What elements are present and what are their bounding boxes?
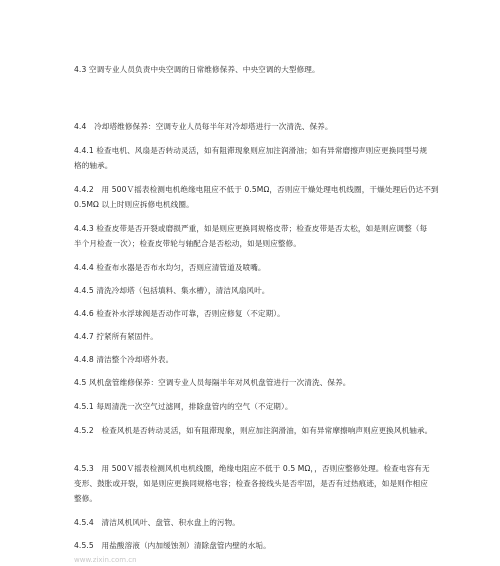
item-4-4-1-cont: 格的轴承。	[74, 161, 113, 170]
item-4-4-3-cont: 半个月检查一次）；检查皮带轮与轴配合是否松动，如是则应整修。	[74, 239, 302, 248]
item-4-4-4: 4.4.4 检查布水器是否布水均匀，否则应清管道及喷嘴。	[74, 263, 266, 272]
item-4-4-1: 4.4.1 检查电机、风扇是否转动灵活，如有阻滞现象则应加注润滑油；如有异常磨擦声则应更换同型号规	[74, 146, 428, 155]
section-4-5-heading: 4.5 风机盘管维修保养：空调专业人员每隔半年对风机盘管进行一次清洗、保养。	[74, 378, 351, 387]
item-4-5-4: 4.5.4 清洁风机风叶、盘管、积水盘上的污物。	[74, 518, 241, 527]
watermark-text: www.zixin.com.cn	[74, 556, 137, 564]
item-4-5-2: 4.5.2 检查风机是否转动灵活，如有阻滞现象，则应加注润滑油，如有异常摩擦响声则应更换风机轴承。	[74, 426, 433, 435]
item-4-5-3-cont: 变形、鼓胀或开裂，如是则应更换同规格电容；检查各接线头是否牢固，是否有过热痕迹，如是则作相应	[74, 479, 428, 488]
item-4-5-3: 4.5.3 用 500Ｖ摇表检测风机电机线圈，绝缘电阻应不低于 0.5 MΩ，，否则应整修处理。检查电容有无	[74, 464, 430, 473]
item-4-4-2: 4.4.2 用 500Ｖ摇表检测电机绝缘电阻应不低于 0.5MΩ，否则应干燥处理电机线圈，干燥处理后仍达不到	[74, 185, 439, 194]
item-4-4-5: 4.4.5 清洗冷却塔（包括填料、集水槽），清洁风扇风叶。	[74, 286, 270, 295]
item-4-5-1: 4.5.1 每周清洗一次空气过滤网，排除盘管内的空气（不定期）。	[74, 402, 293, 411]
item-4-4-6: 4.4.6 检查补水浮球阀是否动作可靠，否则应修复（不定期）。	[74, 309, 285, 318]
item-4-4-2-cont: 0.5MΩ 以上时则应拆修电机线圈。	[74, 200, 194, 209]
item-4-4-7: 4.4.7 拧紧所有紧固件。	[74, 332, 158, 341]
section-4-3: 4.3 空调专业人员负责中央空调的日常维修保养、中央空调的大型修理。	[74, 65, 320, 74]
item-4-5-3-cont2: 整修。	[74, 494, 98, 503]
item-4-5-5: 4.5.5 用盐酸溶液（内加缓蚀剂）清除盘管内壁的水垢。	[74, 541, 271, 550]
item-4-4-3: 4.4.3 检查皮带是否开裂或磨损严重，如是则应更换同规格皮带；检查皮带是否太松，如是则应调整（每	[74, 224, 428, 233]
item-4-4-8: 4.4.8 清洁整个冷却塔外表。	[74, 355, 174, 364]
section-4-4-heading: 4.4 冷却塔维修保养：空调专业人员每半年对冷却塔进行一次清洗、保养。	[74, 122, 333, 131]
